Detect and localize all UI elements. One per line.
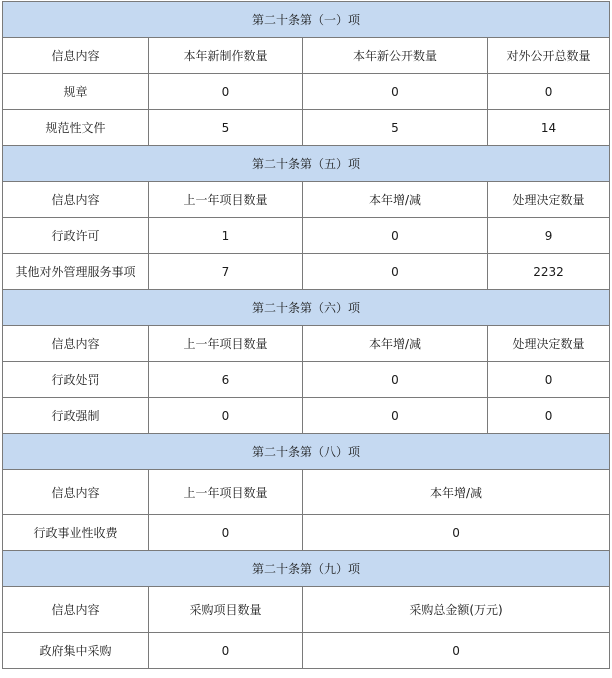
column-header: 本年增/减 [303, 182, 488, 218]
section-header-row [3, 290, 610, 326]
table-row [3, 110, 610, 146]
table-cell: 6 [149, 362, 303, 398]
section-title: 第二十条第（五）项 [3, 146, 610, 182]
section-header-row [3, 434, 610, 470]
column-header: 处理决定数量 [488, 326, 610, 362]
table-cell: 0 [303, 633, 610, 669]
table-row [3, 398, 610, 434]
column-header: 对外公开总数量 [488, 38, 610, 74]
column-header: 信息内容 [3, 326, 149, 362]
table-row [3, 362, 610, 398]
row-label: 规章 [3, 74, 149, 110]
table-cell: 0 [488, 74, 610, 110]
column-header: 采购项目数量 [149, 587, 303, 633]
column-header: 信息内容 [3, 470, 149, 515]
column-header: 上一年项目数量 [149, 326, 303, 362]
column-header-row [3, 182, 610, 218]
row-label: 行政许可 [3, 218, 149, 254]
table-row [3, 515, 610, 551]
section-title: 第二十条第（一）项 [3, 2, 610, 38]
section-title: 第二十条第（八）项 [3, 434, 610, 470]
table-cell: 0 [488, 398, 610, 434]
section-header-row [3, 2, 610, 38]
row-label: 政府集中采购 [3, 633, 149, 669]
table-cell: 0 [149, 633, 303, 669]
column-header: 本年新公开数量 [303, 38, 488, 74]
table-cell: 5 [149, 110, 303, 146]
row-label: 行政处罚 [3, 362, 149, 398]
column-header: 本年新制作数量 [149, 38, 303, 74]
table-cell: 0 [149, 74, 303, 110]
table-cell: 1 [149, 218, 303, 254]
column-header-row [3, 38, 610, 74]
table-cell: 0 [303, 74, 488, 110]
table-cell: 0 [303, 362, 488, 398]
table-cell: 0 [303, 398, 488, 434]
column-header: 信息内容 [3, 182, 149, 218]
table-cell: 0 [488, 362, 610, 398]
section-title: 第二十条第（六）项 [3, 290, 610, 326]
column-header: 采购总金额(万元) [303, 587, 610, 633]
row-label: 规范性文件 [3, 110, 149, 146]
table-row [3, 218, 610, 254]
table-row [3, 254, 610, 290]
column-header: 信息内容 [3, 38, 149, 74]
column-header-row [3, 470, 610, 515]
table-cell: 5 [303, 110, 488, 146]
table-cell: 0 [303, 254, 488, 290]
column-header: 上一年项目数量 [149, 182, 303, 218]
table-cell: 2232 [488, 254, 610, 290]
table-cell: 7 [149, 254, 303, 290]
disclosure-table [2, 1, 610, 669]
section-title: 第二十条第（九）项 [3, 551, 610, 587]
section-header-row [3, 146, 610, 182]
row-label: 行政强制 [3, 398, 149, 434]
column-header: 上一年项目数量 [149, 470, 303, 515]
column-header: 处理决定数量 [488, 182, 610, 218]
row-label: 行政事业性收费 [3, 515, 149, 551]
table-row [3, 633, 610, 669]
column-header: 信息内容 [3, 587, 149, 633]
column-header-row [3, 587, 610, 633]
table-cell: 0 [149, 515, 303, 551]
table-cell: 14 [488, 110, 610, 146]
column-header-row [3, 326, 610, 362]
section-header-row [3, 551, 610, 587]
table-cell: 9 [488, 218, 610, 254]
table-cell: 0 [303, 218, 488, 254]
column-header: 本年增/减 [303, 326, 488, 362]
table-row [3, 74, 610, 110]
row-label: 其他对外管理服务事项 [3, 254, 149, 290]
table-cell: 0 [303, 515, 610, 551]
table-cell: 0 [149, 398, 303, 434]
column-header: 本年增/减 [303, 470, 610, 515]
